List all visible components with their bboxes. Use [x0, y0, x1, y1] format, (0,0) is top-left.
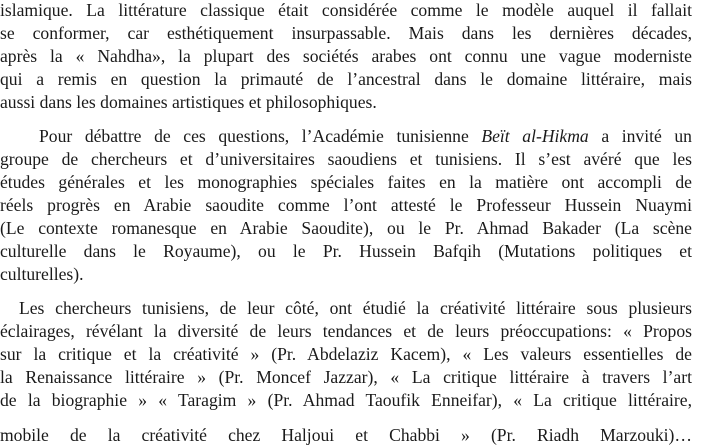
text-line: Les chercheurs tunisiens, de leur côté, ont étudié la créativité littéraire sous plusieurs — [19, 298, 692, 318]
text-line: aussi dans les domaines artistiques et philosophiques. — [0, 92, 377, 112]
text-line: après la « Nahdha», la plupart des sociétés arabes ont connu une vague moderniste — [0, 46, 692, 66]
text-line: éclairages, révélant la diversité de leurs tendances et de leurs préoccupations: « Propos — [0, 321, 692, 341]
text-line: se conformer, car esthétiquement insurpassable. Mais dans les dernières décades, — [0, 23, 692, 43]
text-line: mobile de la créativité chez Haljoui et Chabbi » (Pr. Riadh Marzouki)… — [0, 425, 692, 445]
text-line: réels progrès en Arabie saoudite comme l’ont attesté le Professeur Hussein Nuaymi — [0, 195, 692, 215]
text-line: sur la critique et la créativité » (Pr. Abdelaziz Kacem), « Les valeurs essentielles de — [0, 344, 692, 364]
text-line: (Le contexte romanesque en Arabie Saoudite), ou le Pr. Ahmad Bakader (La scène — [0, 218, 692, 238]
text-line: études générales et les monographies spéciales faites en la matière ont accompli de — [0, 172, 692, 192]
text-line: culturelle dans le Royaume), ou le Pr. Hussein Bafqih (Mutations politiques et — [0, 241, 692, 261]
italic-institution-name: Beït al-Hikma — [481, 126, 589, 146]
text-line: de la biographie » « Taragim » (Pr. Ahmad Taoufik Enneifar), « La critique littéraire, — [0, 390, 692, 410]
text-line — [39, 125, 692, 148]
text-line: qui a remis en question la primauté de l’ancestral dans le domaine littéraire, mais — [0, 69, 692, 89]
text-line: la Renaissance littéraire » (Pr. Moncef Jazzar), « La critique littéraire à travers l’art — [0, 367, 692, 387]
text-run: a invité un — [588, 126, 692, 146]
text-run: Pour débattre de ces questions, l’Académie tunisienne — [39, 126, 482, 146]
text-line: culturelles). — [0, 264, 84, 284]
text-line: groupe de chercheurs et d’universitaires saoudiens et tunisiens. Il s’est avéré que les — [0, 149, 692, 169]
text-line: islamique. La littérature classique était considérée comme le modèle auquel il fallait — [0, 0, 692, 20]
